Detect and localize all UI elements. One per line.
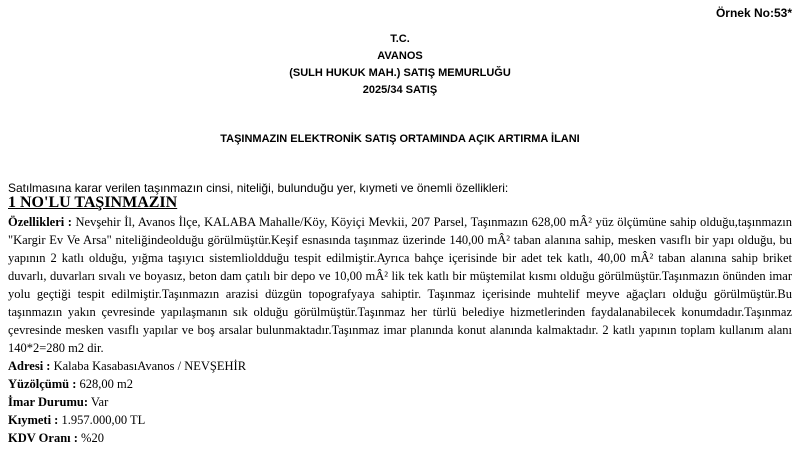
property-features — [8, 213, 792, 357]
area-label: Yüzölçümü : — [8, 377, 77, 391]
area-value: 628,00 m2 — [76, 377, 134, 391]
header-line-office: AVANOS — [377, 50, 423, 62]
vat-value: %20 — [77, 431, 104, 445]
header-line-tc: T.C. — [390, 33, 410, 45]
features-label: Özellikleri : — [8, 215, 72, 229]
announcement-title: TAŞINMAZIN ELEKTRONİK SATIŞ ORTAMINDA AÇIK ARTIRMA İLANI — [220, 133, 580, 145]
features-text: Nevşehir İl, Avanos İlçe, KALABA Mahalle/Köy, Köyiçi Mevkii, 207 Parsel, Taşınmazın 628,00 mÂ² yüz ölçümüne sahip olduğu,taşınmazın "Kargir Ev Ve Arsa" niteliğindeolduğu görülmüştür.Keşif esnasında taşınmaz üzerinde 140,00 mÂ² taban alanına sahip, mesken vasıflı bir yapı olduğu, bu yapının 2 katlı olduğu, yığma taşıyıcı sistemlioldduğu tespit edilmiştir.Ayrıca bahçe içerisinde bir adet tek katlı, 40,00 mÂ² taban alanına sahip briket duvarlı, duvarları sıvalı ve boyasız, beton dam çatılı bir depo ve 10,00 mÂ² lik tek katlı bir müştemilat kısmı olduğu görülmüştür.Taşınmazın önünden imar yolu geçtiği tespit edilmiştir.Taşınmazın arazisi düzgün topografyaya sahiptir. Taşınmaz içerisinde muhtelif meyve ağaçları olduğu görülmüştür.Bu taşınmazın yakın çevresinde yapılaşmanın sık olduğu görülmüştür.Taşınmaz her türlü belediye hizmetlerinden faydalanabilecek konumdadır.Taşınmaz çevresinde mesken vasıflı yapılar ve boş arsalar bulunmaktadır.Taşınmaz imar planında konut alanında kalmaktadır. 2 katlı yapının toplam kullanım alanı 140*2=280 m2 dir. — [8, 215, 792, 355]
property-heading: 1 NO'LU TAŞINMAZIN — [8, 194, 178, 211]
vat-row — [8, 429, 104, 447]
vat-label: KDV Oranı : — [8, 431, 78, 445]
intro-text: Satılmasına karar verilen taşınmazın cinsi, niteliği, bulunduğu yer, kıymeti ve önemli özellikleri: — [8, 181, 509, 195]
address-row — [8, 357, 246, 375]
address-value: Kalaba KasabasıAvanos / NEVŞEHİR — [50, 359, 247, 373]
address-label: Adresi : — [8, 359, 51, 373]
header-line-department: (SULH HUKUK MAH.) SATIŞ MEMURLUĞU — [289, 67, 511, 79]
zoning-label: İmar Durumu: — [8, 395, 88, 409]
zoning-value: Var — [87, 395, 109, 409]
value-row — [8, 411, 145, 429]
document-header — [0, 31, 800, 99]
zoning-row — [8, 393, 108, 411]
value-amount: 1.957.000,00 TL — [58, 413, 146, 427]
header-line-case-number: 2025/34 SATIŞ — [362, 84, 438, 96]
area-row — [8, 375, 133, 393]
value-label: Kıymeti : — [8, 413, 59, 427]
sample-number: Örnek No:53* — [715, 6, 792, 20]
